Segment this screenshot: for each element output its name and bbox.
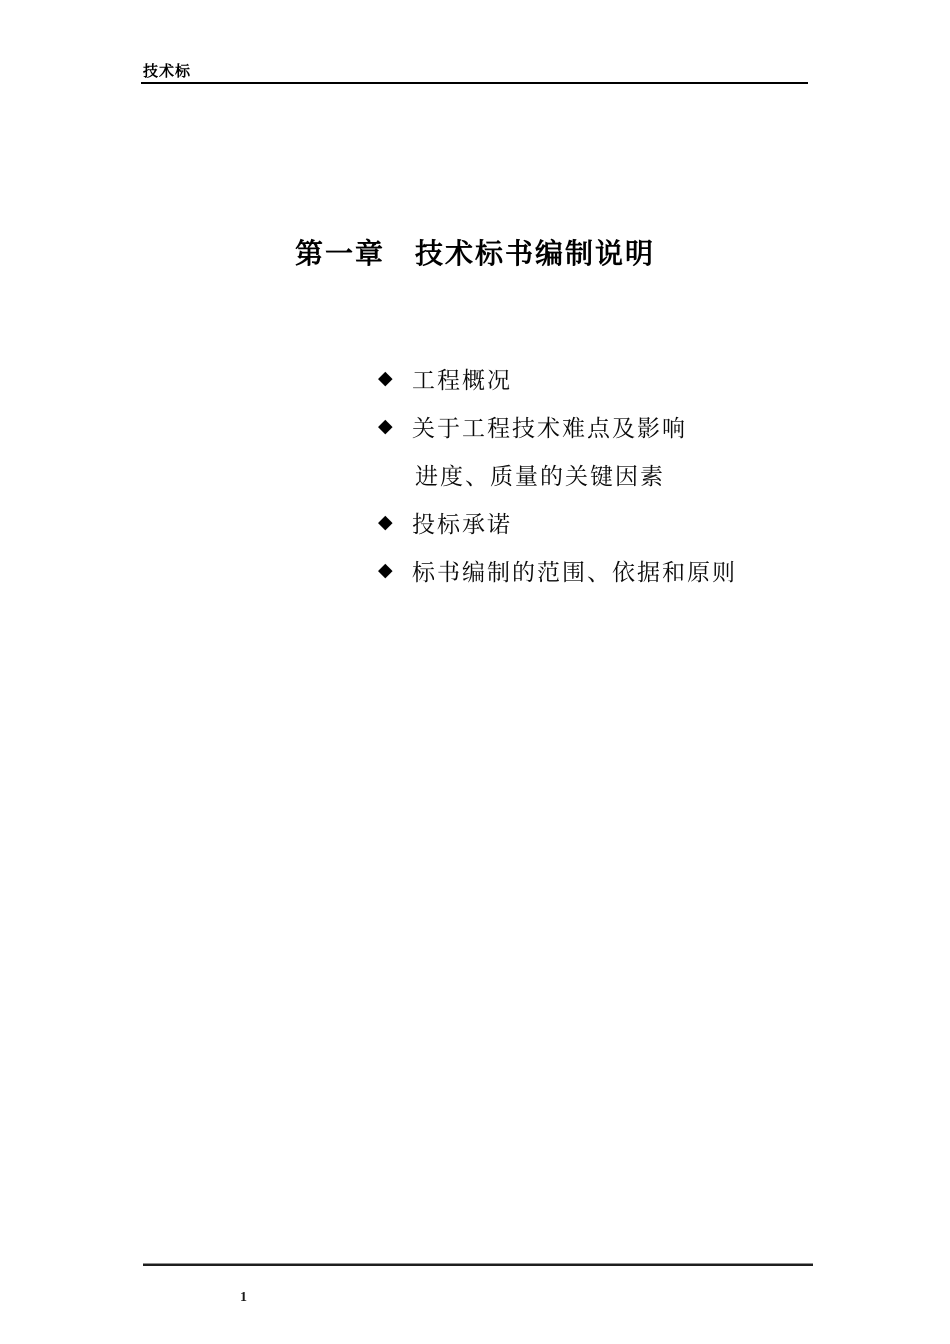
page-number: 1: [240, 1290, 247, 1305]
bullet-text: 工程概况: [412, 367, 512, 393]
diamond-bullet-icon: ◆: [378, 414, 393, 437]
document-header-label: 技术标: [143, 63, 192, 80]
bullet-text: 关于工程技术难点及影响: [412, 415, 687, 441]
bullet-item: [378, 404, 737, 448]
chapter-title: 第一章 技术标书编制说明: [294, 238, 655, 269]
bullet-item-continuation: [378, 452, 737, 496]
bullet-text: 进度、质量的关键因素: [415, 463, 665, 489]
diamond-bullet-icon: ◆: [378, 510, 393, 533]
bullet-list: [378, 356, 737, 596]
bullet-text: 标书编制的范围、依据和原则: [412, 559, 737, 585]
diamond-bullet-icon: ◆: [378, 558, 393, 581]
footer-rule: [143, 1263, 813, 1266]
header-rule: [141, 82, 808, 84]
bullet-item: [378, 548, 737, 592]
diamond-bullet-icon: ◆: [378, 366, 393, 389]
bullet-item: [378, 500, 737, 544]
bullet-item: [378, 356, 737, 400]
bullet-text: 投标承诺: [412, 511, 512, 537]
